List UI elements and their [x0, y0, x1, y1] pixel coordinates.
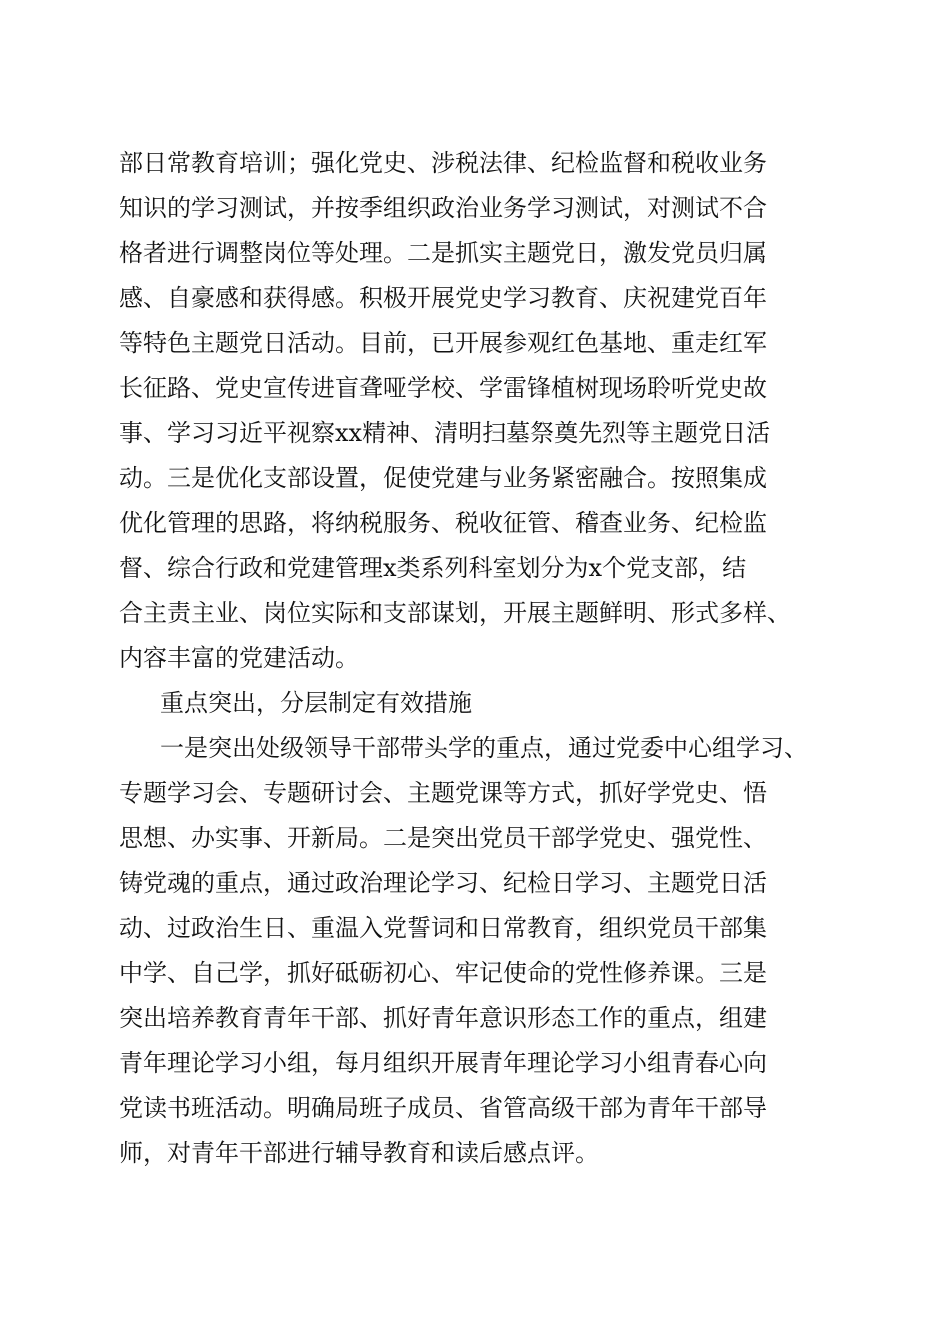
paragraph-line: 知识的学习测试，并按季组织政治业务学习测试，对测试不合: [119, 194, 767, 222]
paragraph-line: 合主责主业、岗位实际和支部谋划，开展主题鲜明、形式多样、: [119, 599, 791, 627]
paragraph-line: 师，对青年干部进行辅导教育和读后感点评。: [119, 1139, 599, 1167]
paragraph-line: 专题学习会、专题研讨会、主题党课等方式，抓好学党史、悟: [119, 779, 767, 807]
paragraph-line: 铸党魂的重点，通过政治理论学习、纪检日学习、主题党日活: [119, 869, 767, 897]
paragraph-line: 感、自豪感和获得感。积极开展党史学习教育、庆祝建党百年: [119, 284, 767, 312]
paragraph-line: 长征路、党史宣传进盲聋哑学校、学雷锋植树现场聆听党史故: [119, 374, 767, 402]
paragraph-line: 部日常教育培训；强化党史、涉税法律、纪检监督和税收业务: [119, 149, 767, 177]
paragraph-line: 一是突出处级领导干部带头学的重点，通过党委中心组学习、: [160, 734, 808, 762]
paragraph-line: 青年理论学习小组，每月组织开展青年理论学习小组青春心向: [119, 1049, 767, 1077]
paragraph-line: 党读书班活动。明确局班子成员、省管高级干部为青年干部导: [119, 1094, 767, 1122]
paragraph-line: 动。三是优化支部设置，促使党建与业务紧密融合。按照集成: [119, 464, 767, 492]
paragraph-line: 突出培养教育青年干部、抓好青年意识形态工作的重点，组建: [119, 1004, 767, 1032]
section-heading: 重点突出，分层制定有效措施: [160, 689, 472, 717]
paragraph-line: 督、综合行政和党建管理x类系列科室划分为x个党支部，结: [119, 554, 747, 582]
paragraph-line: 动、过政治生日、重温入党誓词和日常教育，组织党员干部集: [119, 914, 767, 942]
paragraph-line: 优化管理的思路，将纳税服务、税收征管、稽查业务、纪检监: [119, 509, 767, 537]
paragraph-line: 中学、自己学，抓好砥砺初心、牢记使命的党性修养课。三是: [119, 959, 767, 987]
paragraph-line: 事、学习习近平视察xx精神、清明扫墓祭奠先烈等主题党日活: [119, 419, 771, 447]
paragraph-line: 等特色主题党日活动。目前，已开展参观红色基地、重走红军: [119, 329, 767, 357]
paragraph-line: 内容丰富的党建活动。: [119, 644, 359, 672]
paragraph-line: 格者进行调整岗位等处理。二是抓实主题党日，激发党员归属: [119, 239, 767, 267]
paragraph-line: 思想、办实事、开新局。二是突出党员干部学党史、强党性、: [119, 824, 767, 852]
